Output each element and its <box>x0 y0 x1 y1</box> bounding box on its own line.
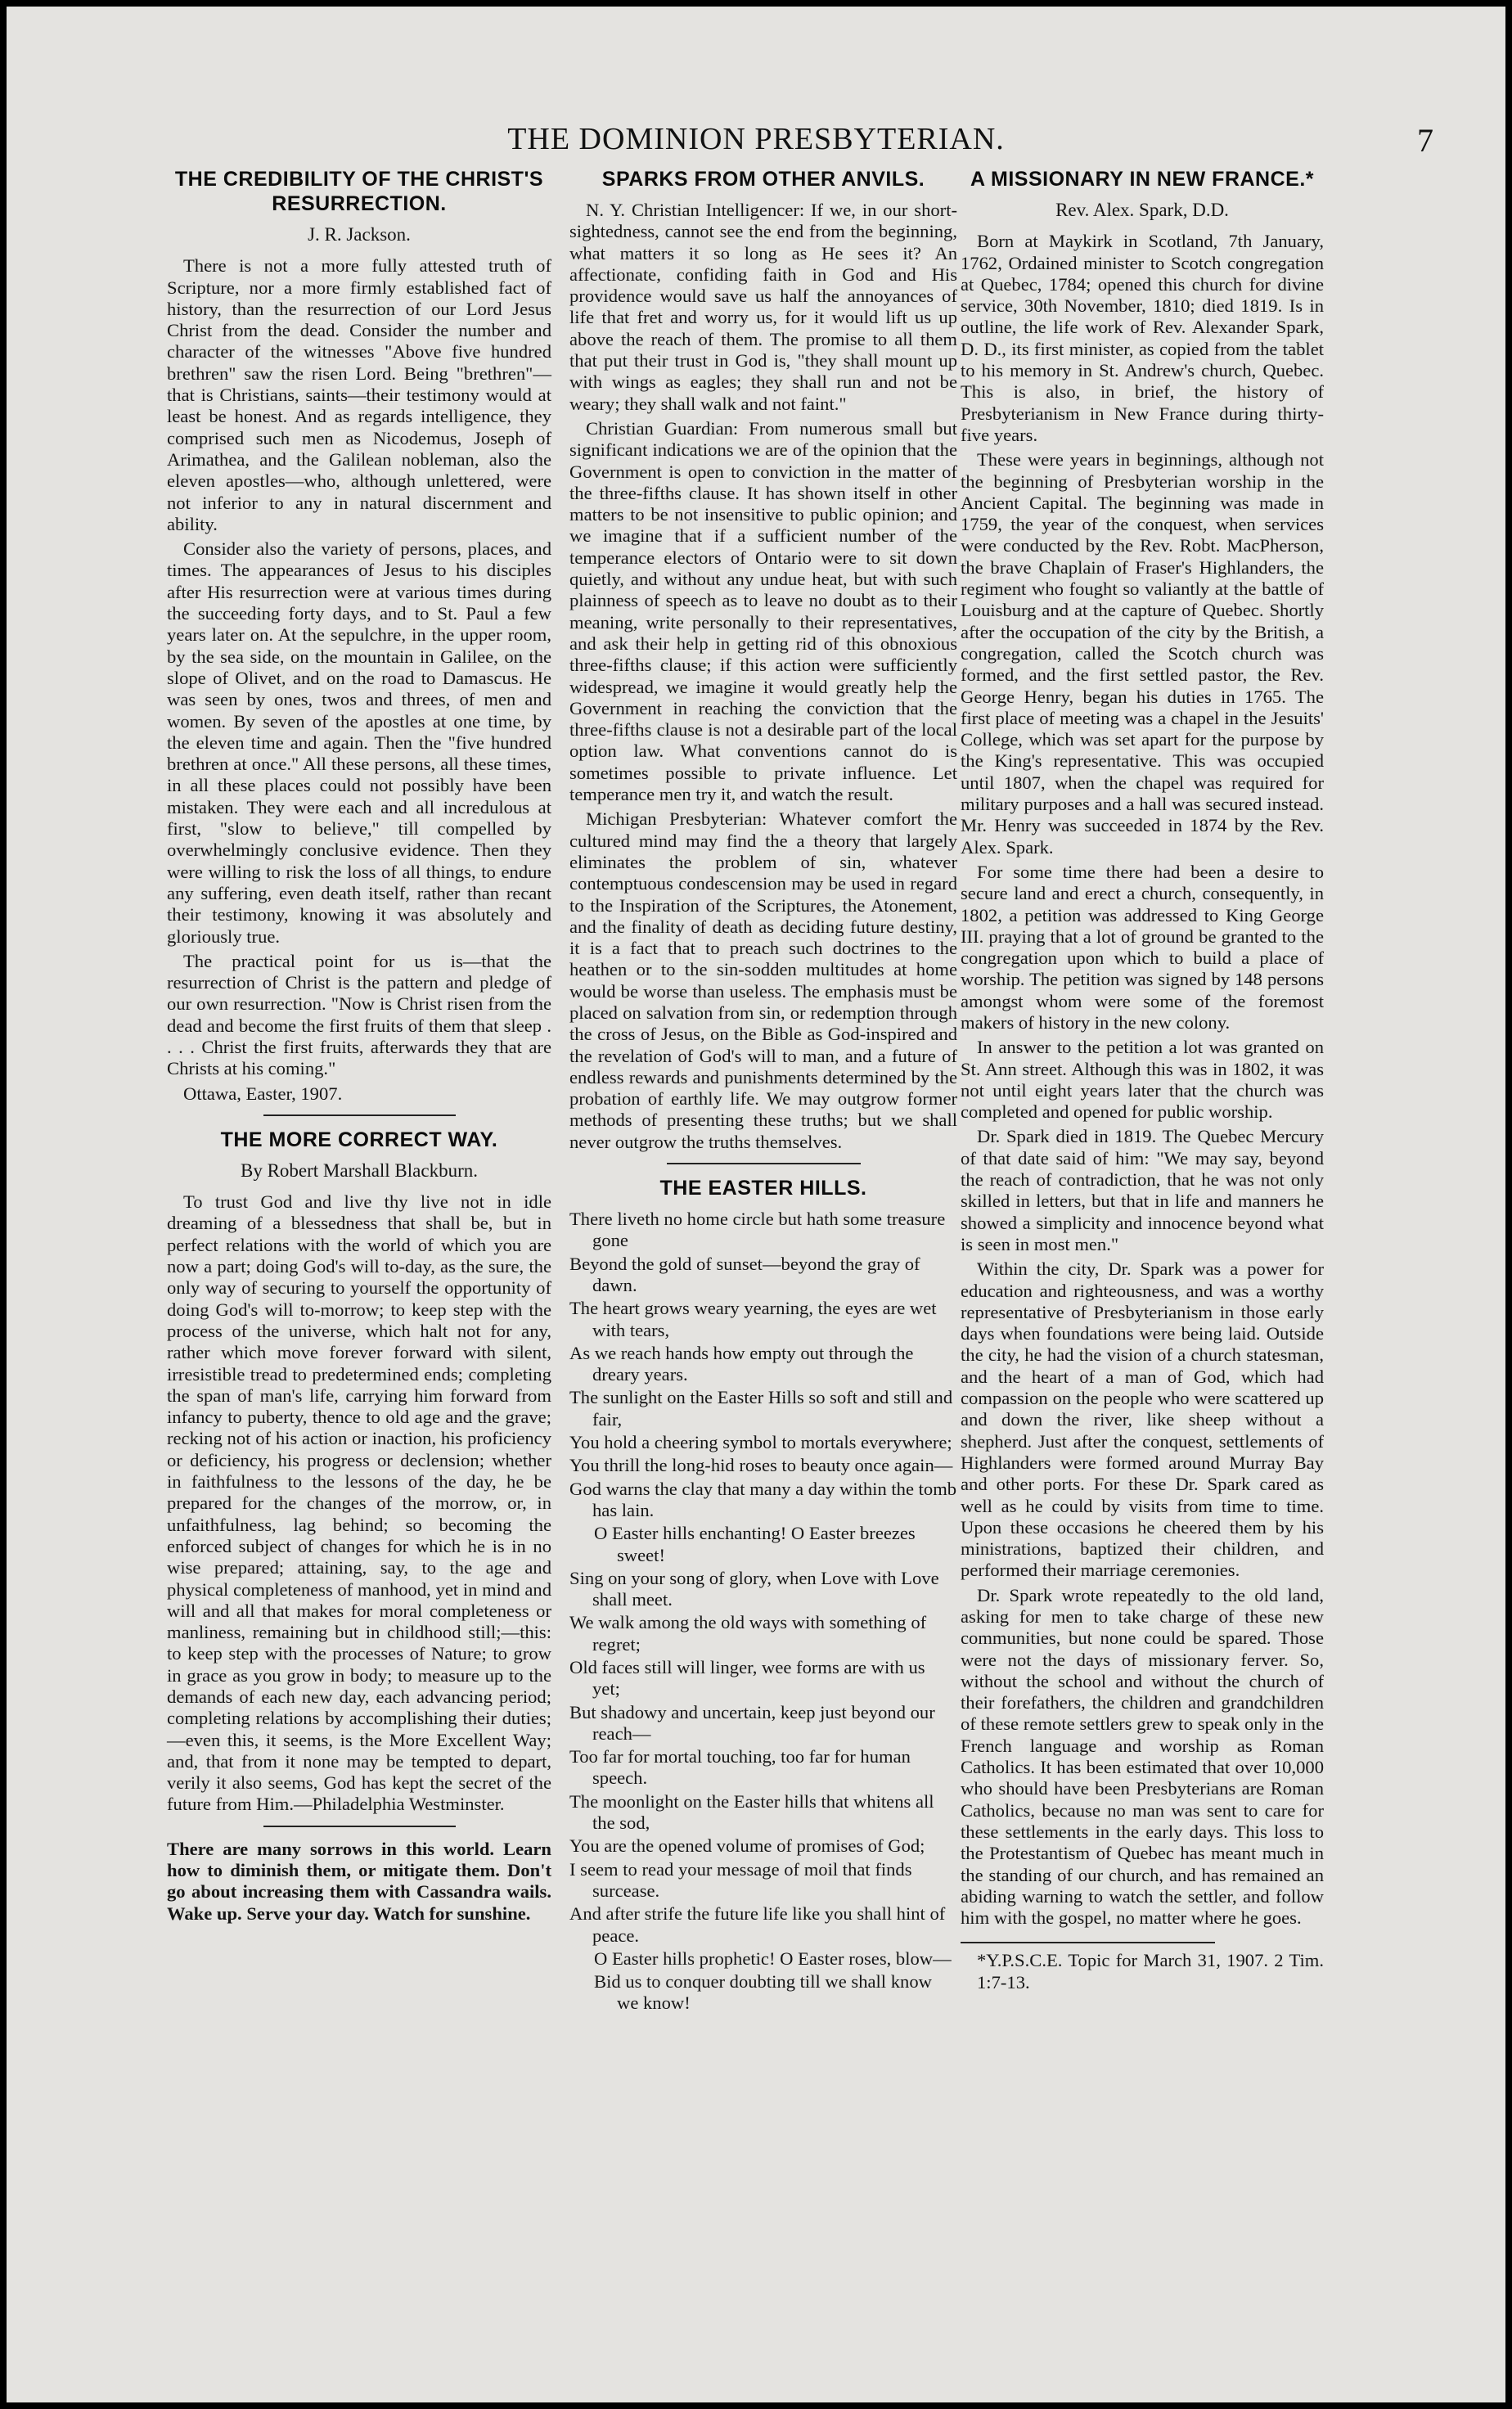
article-paragraph: Michigan Presbyterian: Whatever comfort the cultured mind may find the a theory that largely eliminates the problem of sin, whatever contemptuous condescension may be used in regard to the Inspiration of the Scriptures, the Atonement, and the finality of death as deciding future destiny, it is a fact that to preach such doctrines to the heathen or to the sin-sodden multitudes at home would be worse than useless. The emphasis must be placed on salvation from sin, or redemption through the cross of Jesus, on the Bible as God-inspired and the revelation of God's will to man, and a future of endless rewards and punishments determined by the probation of earthly life. We may outgrow former methods of presenting these truths; but we shall never outgrow the truths themselves. <box>569 808 957 1152</box>
poem-refrain: O Easter hills enchanting! O Easter breezes sweet! <box>594 1523 916 1565</box>
article-paragraph: In answer to the petition a lot was granted on St. Ann street. Although this was in 1802, it was not until eight years later that the church was completed and opened for public worship. <box>961 1037 1324 1123</box>
article-paragraph: Dr. Spark died in 1819. The Quebec Mercury of that date said of him: "We may say, beyond the reach of contradiction, that he was not only skilled in letters, but that in life and manners he showed a simplicity and innocence beyond what is seen in most men." <box>961 1126 1324 1254</box>
poem-line: Beyond the gold of sunset—beyond the gray of dawn. <box>569 1253 920 1295</box>
section-divider <box>263 1114 456 1116</box>
poem-line: Too far for mortal touching, too far for human speech. <box>569 1746 911 1789</box>
article-title: THE MORE CORRECT WAY. <box>220 1128 498 1151</box>
article-paragraph: N. Y. Christian Intelligencer: If we, in our short-sightedness, cannot see the end from the beginning, what matters it so long as He sees it? An affectionate, confiding faith in God and His providence would save us half the annoyances of life that fret and worry us, for it would lift us up above the reach of them. The promise to all them that put their trust in God is, "they shall mount up with wings as eagles; they shall run and not be weary; they shall walk and not faint." <box>569 200 957 414</box>
article-paragraph: These were years in beginnings, although not the beginning of Presbyterian worship in the Ancient Capital. The beginning was made in 1759, the year of the conquest, when services were conducted by the Rev. Robt. MacPherson, the brave Chaplain of Fraser's Highlanders, the regiment who fought so valiantly at the battle of Louisburg and at the capture of Quebec. Shortly after the occupation of the city by the British, a congregation, called the Scotch church was formed, and the first settled pastor, the Rev. George Henry, began his duties in 1765. The first place of meeting was a chapel in the Jesuits' College, which was set apart for the purpose by the King's representative. This was occupied until 1807, when the chapel was required for military purposes and a hall was secured instead. Mr. Henry was succeeded in 1874 by the Rev. Alex. Spark. <box>961 449 1324 858</box>
article-paragraph: To trust God and live thy live not in idle dreaming of a blessedness that shall be, but in perfect relations with the world of which you are now a part; doing God's will to-day, as the sure, the only way of securing to yourself the opportunity of doing God's will to-morrow; to keep step with the process of the universe, which halt not for any, rather which move forever forward with silent, irresistible tread to predetermined ends; completing the span of man's life, carrying him forward from infancy to puberty, thence to old age and the grave; recking not of his action or inaction, his proficiency or deficiency, his progress or declension; whether in faithfulness to the lessons of the day, he be prepared for the changes of the morrow, or, in unfaithfulness, lag behind; so becoming the enforced subject of changes for which he is in no wise prepared; attaining, say, to the age and physical completeness of manhood, yet in mind and will and all that makes for moral completeness or manliness, remaining but in childhood still;—this: to keep step with the processes of Nature; to grow in grace as you grow in body; to measure up to the demands of each new day, each advancing period; completing relations by accomplishing their duties;—even this, it seems, is the More Excellent Way; and, that from it none may be tempted to depart, verily it also seems, God has kept the secret of the future from Him.—Philadelphia Westminster. <box>167 1191 551 1815</box>
newspaper-page <box>7 7 1505 2402</box>
poem-line: The moonlight on the Easter hills that whitens all the sod, <box>569 1790 934 1834</box>
poem-line: The heart grows weary yearning, the eyes are wet with tears, <box>569 1298 937 1340</box>
poem-line: Old faces still will linger, wee forms are with us yet; <box>569 1657 925 1700</box>
poem-line: We walk among the old ways with something of regret; <box>569 1612 927 1655</box>
article-title: A MISSIONARY IN NEW FRANCE.* <box>970 168 1315 191</box>
article-paragraph: Dr. Spark wrote repeatedly to the old land, asking for men to take charge of these new communities, but none could be spared. Those were not the days of missionary ferver. So, without the school and without the church of their forefathers, the children and grandchildren of these remote settlers grew to speak only in the French language and worship as Roman Catholics. It has been estimated that over 10,000 who should have been Presbyterians are Roman Catholics, because no man was sent to care for these settlements in the early days. This loss to the Protestantism of Quebec has meant much in the standing of our church, and has remained an abiding warning to watch the settler, and follow him with the gospel, no matter where he goes. <box>961 1584 1324 1929</box>
poem-line: You hold a cheering symbol to mortals everywhere; <box>569 1432 952 1453</box>
footnote-divider <box>961 1942 1215 1943</box>
poem-line: You thrill the long-hid roses to beauty once again— <box>569 1455 953 1476</box>
middle-column <box>569 167 957 2016</box>
page-header <box>7 121 1505 170</box>
masthead: THE DOMINION PRESBYTERIAN. <box>507 122 1005 156</box>
poem-line: God warns the clay that many a day within the tomb has lain. <box>569 1478 957 1520</box>
poem <box>569 1209 957 2015</box>
left-column <box>167 167 551 1928</box>
poem-closing-line: Bid us to conquer doubting till we shall know we know! <box>594 1971 932 2014</box>
poem-line: I seem to read your message of moil that finds surcease. <box>569 1858 912 1901</box>
poem-line: Sing on your song of glory, when Love with Love shall meet. <box>569 1567 939 1610</box>
poem-line: There liveth no home circle but hath some treasure gone <box>569 1209 946 1251</box>
right-column <box>961 167 1324 1997</box>
article-paragraph: Within the city, Dr. Spark was a power for education and righteousness, and was a worthy representative of Presbyterianism in those early days when foundations were being laid. Outside the city, he had the vision of a church statesman, and the heart of a man of God, which had compassion on the people who were scattered up and down the river, like sheep without a shepherd. Just after the conquest, settlements of Highlanders were formed around Murray Bay and other ports. For these Dr. Spark cared as well as he could by visits from time to time. Upon these occasions he cheered them by his ministrations, baptized their children, and performed their marriage ceremonies. <box>961 1259 1324 1581</box>
section-divider <box>263 1826 456 1827</box>
article-paragraph: Consider also the variety of persons, places, and times. The appearances of Jesus to his disciples after His resurrection were at various times during the succeeding forty days, and to St. Paul a few years later on. At the sepulchre, in the upper room, by the sea side, on the mountain in Galilee, on the slope of Olivet, and on the road to Damascus. He was seen by ones, twos and threes, of men and women. By seven of the apostles at one time, by the eleven time and again. Then the "five hundred brethren at once." All these persons, all these times, in all these places could not possibly have been mistaken. They were each and all incredulous at first, "slow to believe," till compelled by overwhelmingly conclusive evidence. Then they were willing to risk the loss of all things, to endure any suffering, even death itself, rather than recant their testimony, knowing it was absolutely and gloriously true. <box>167 538 551 947</box>
article-author: J. R. Jackson. <box>308 224 411 245</box>
article-author: By Robert Marshall Blackburn. <box>240 1159 478 1181</box>
article-paragraph: There is not a more fully attested truth of Scripture, nor a more firmly established fact of history, than the resurrection of our Lord Jesus Christ from the dead. Consider the number and character of the witnesses "Above five hundred brethren" saw the risen Lord. Being "brethren"—that is Christians, saints—their testimony would at least be honest. And as regards intelligence, they comprised such men as Nicodemus, Joseph of Arimathea, and the Galilean nobleman, also the eleven apostles—who, although unlettered, were not inferior to any in natural discernment and ability. <box>167 255 551 534</box>
poem-line: And after strife the future life like you shall hint of peace. <box>569 1903 946 1946</box>
article-paragraph: For some time there had been a desire to secure land and erect a church, consequently, in 1802, a petition was addressed to King George III. praying that a lot of ground be granted to the congregation upon which to build a place of worship. The petition was signed by 148 persons amongst whom were some of the foremost makers of history in the new colony. <box>961 861 1324 1033</box>
poem-title: THE EASTER HILLS. <box>659 1177 867 1200</box>
page-number: 7 <box>1417 122 1433 159</box>
article-title: SPARKS FROM OTHER ANVILS. <box>601 168 925 191</box>
article-paragraph: Born at Maykirk in Scotland, 7th January, 1762, Ordained minister to Scotch congregation at Quebec, 1784; opened this church for divine service, 30th November, 1810; died 1819. Is in outline, the life work of Rev. Alexander Spark, D. D., its first minister, as copied from the tablet to his memory in St. Andrew's church, Quebec. This is also, in brief, the history of Presbyterianism in New France during thirty-five years. <box>961 231 1324 445</box>
poem-refrain: O Easter hills prophetic! O Easter roses, blow— <box>594 1947 952 1969</box>
section-divider <box>667 1163 861 1164</box>
article-paragraph: Christian Guardian: From numerous small but significant indications we are of the opinion that the Government is open to conviction in the matter of the three-fifths clause. It has shown itself in other matters to be not insensitive to public opinion; and we imagine that if a sufficient number of the temperance electors of Ontario were to sit down quietly, and without any undue heat, but with such plainness of speech as to leave no doubt as to their meaning, write personally to their representatives, and ask their help in getting rid of this obnoxious three-fifths clause; if this action were sufficiently widespread, we imagine it would greatly help the Government in reaching the conviction that the three-fifths clause is not a desirable part of the local option law. What conventions cannot do is sometimes possible to private influence. Let temperance men try it, and watch the result. <box>569 417 957 805</box>
article-title: THE CREDIBILITY OF THE CHRIST'S RESURRECTION. <box>174 168 544 215</box>
footnote: *Y.P.S.C.E. Topic for March 31, 1907. 2 Tim. 1:7-13. <box>977 1950 1324 1992</box>
closing-note: There are many sorrows in this world. Learn how to diminish them, or mitigate them. Don't go about increasing them with Cassandra wails. Wake up. Serve your day. Watch for sunshine. <box>167 1838 551 1924</box>
article-author: Rev. Alex. Spark, D.D. <box>1055 200 1229 220</box>
article-signoff: Ottawa, Easter, 1907. <box>183 1083 343 1104</box>
poem-line: The sunlight on the Easter Hills so soft and still and fair, <box>569 1387 953 1430</box>
poem-line: But shadowy and uncertain, keep just beyond our reach— <box>569 1701 935 1744</box>
poem-line: You are the opened volume of promises of God; <box>569 1835 925 1857</box>
article-paragraph: The practical point for us is—that the resurrection of Christ is the pattern and pledge of our own resurrection. "Now is Christ risen from the dead and become the first fruits of them that sleep . . . . Christ the first fruits, afterwards they that are Christs at his coming." <box>167 950 551 1079</box>
poem-line: As we reach hands how empty out through the dreary years. <box>569 1342 914 1385</box>
